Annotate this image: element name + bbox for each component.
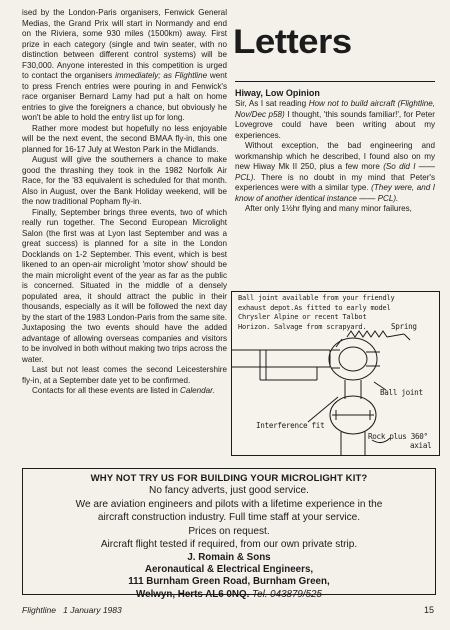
ad-trade: Aeronautical & Electrical Engineers, bbox=[144, 563, 314, 575]
section-title: Letters bbox=[233, 23, 352, 61]
ad-telephone: Tel. 043879/525 bbox=[252, 588, 322, 600]
news-column bbox=[22, 8, 227, 397]
letter-headline: Hiway, Low Opinion bbox=[235, 88, 320, 98]
ad-line: We are aviation engineers and pilots with a lifetime experience in the bbox=[75, 498, 383, 510]
ad-headline: WHY NOT TRY US FOR BUILDING YOUR MICROLIGHT KIT? bbox=[90, 473, 368, 484]
ad-address-line2: Welwyn, Herts AL6 0NQ. Tel. 043879/525 bbox=[136, 588, 322, 600]
issue-date: 1 January 1983 bbox=[63, 605, 122, 615]
advertisement bbox=[22, 468, 436, 600]
ad-address: 111 Burnham Green Road, Burnham Green, bbox=[128, 576, 330, 588]
interference-fit-label: Interference fit bbox=[256, 421, 325, 430]
publication-name: Flightline bbox=[22, 605, 57, 615]
ad-company: J. Romain & Sons bbox=[187, 551, 271, 563]
letter-paragraph: After only 1½hr flying and many minor failures, bbox=[245, 204, 412, 213]
page-number: 15 bbox=[423, 605, 434, 615]
letter-paragraph: Without exception, the bad engineering and workmanship which he described, I found also on my new Hiway Mk II 250, plus a few more (So did I —— PCL). There is no doubt in my mind that Peter's experiences were with a similar type. (They were, and I know of another identical instance —— PCL). bbox=[235, 141, 435, 203]
news-paragraph: Contacts for all these events are listed in Calendar. bbox=[32, 386, 215, 395]
ad-line: aircraft construction industry. Full time staff at your service. bbox=[97, 512, 361, 523]
axial-label: axial bbox=[410, 441, 432, 450]
divider bbox=[235, 81, 435, 82]
ad-line: Aircraft flight tested if required, from our own private strip. bbox=[100, 539, 358, 550]
news-paragraph: ised by the London-Paris organisers, Fenwick General Medias, the Grand Prix will start in Normandy and end on the Riviera, some 930 miles (1500km) away. First prize in each category (single and twin seater, with no distinction between different control systems) will be F30,000. Anyone interested in this competition is urged to contact the organisers immediately; as Flightline went to press French entries were pouring in and Fenwick's race organiser Bernard Lamy had put a halt on home entries to give the foreigners a chance, but obviously he won't be able to hold the entry list up for long. bbox=[22, 8, 228, 122]
news-paragraph: Rather more modest but hopefully no less enjoyable will be the next event, the second BMAA fly-in, this one planned for 16-17 July at Weston Park in the Midlands. bbox=[22, 123, 227, 154]
letter-body bbox=[235, 99, 435, 215]
page-footer bbox=[22, 605, 434, 615]
news-paragraph: August will give the southerners a chance to make good the thrashing they took in the 1982 Norfolk Air Race, for the '83 equivalent is scheduled for that month. Also in August, over the Bank Holiday weekend, will be the now traditional Popham fly-in. bbox=[22, 155, 227, 206]
ad-line: No fancy adverts, just good service. bbox=[149, 485, 309, 496]
ad-line: Prices on request. bbox=[188, 525, 270, 537]
diagram-caption: Ball joint available from your friendly exhaust depot.As fitted to early model Chrysler Alpine or recent Talbot Horizon. Salvage from scrapyard. bbox=[238, 294, 395, 331]
letters-column bbox=[235, 8, 435, 215]
letter-paragraph: Sir, As I sat reading How not to build aircraft (Flightline, Nov/Dec p58) I thought, 'this sounds familiar!', for Peter Lovegrove could have been writing about my experiences. bbox=[235, 99, 436, 140]
spring-label: Spring bbox=[391, 322, 417, 331]
news-paragraph: Finally, September brings three events, two of which really run together. The Second European Microlight Salon (the first was at Lyon last September and was a great success) is planned for a site in the London Docklands on 1-2 September. This event, which is best likened to an open-air microlight 'motor show' should be the main microlight event of the year as far as the public is concerned. Situated in the middle of a densely populated area, it should attract the public in their thousands, especially as it will be followed the next day by the start of the 1983 London-Paris from the same site. Juxtaposing the two events should have the added advantage of allowing overseas companies and visitors to be involved in both without making two trips across the water. bbox=[22, 207, 227, 364]
news-paragraph: Last but not least comes the second Leicestershire fly-in, at a September date yet to be confirmed. bbox=[22, 365, 227, 385]
ball-joint-label: Ball joint bbox=[380, 388, 423, 397]
rock-label: Rock plus 360° bbox=[368, 432, 428, 441]
ball-joint-diagram bbox=[231, 291, 440, 456]
